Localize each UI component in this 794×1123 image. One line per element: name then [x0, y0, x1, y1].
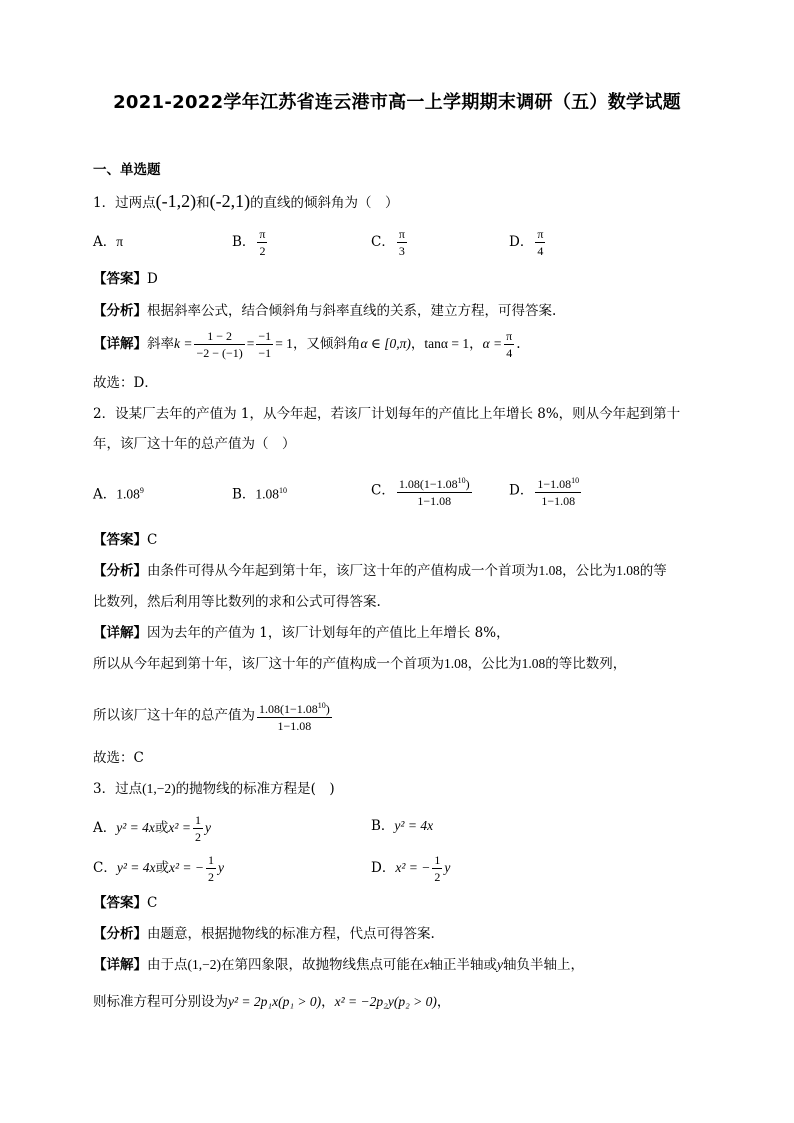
fraction-numerator: π [506, 329, 513, 343]
exponent: 10 [571, 476, 580, 485]
math-expression: 1.08 [538, 563, 563, 578]
option-label: D． [371, 860, 396, 876]
math-expression: y [496, 957, 503, 972]
question-2-stem-line-1: 2．设某厂去年的产值为 1，从今年起，若该厂计划每年的产值比上年增长 8%，则从今年起到第十 [93, 406, 681, 422]
q1-point-2: (-2,1) [209, 191, 251, 211]
answer-tag: 【答案】 [93, 532, 147, 548]
detail-text: ，公比为 [467, 656, 522, 672]
answer-tag: 【答案】 [93, 271, 147, 287]
option-value: π [116, 234, 124, 249]
fraction-denominator: 2 [194, 830, 201, 844]
detail-text: 斜率 [147, 336, 174, 352]
q1-choose: 故选：D． [93, 375, 158, 391]
q1-point-1: (-1,2) [155, 191, 197, 211]
fraction-denominator: 1−1.08 [277, 719, 312, 733]
question-3-stem [93, 779, 335, 799]
q2-analysis-line-1 [93, 561, 667, 581]
math-expression: y² = 2p₁x(p₁ > 0) [228, 994, 322, 1009]
fraction-numerator: 1.08(1−1.08 [398, 477, 458, 491]
math-expression: y [204, 820, 211, 835]
option-label: C． [371, 234, 395, 250]
detail-text: 的等比数列， [545, 656, 627, 672]
option-label: B． [371, 818, 395, 834]
detail-tag: 【详解】 [93, 625, 147, 641]
math-expression: y [218, 860, 225, 875]
detail-text: ， [410, 336, 425, 352]
fraction-numerator: 1 [434, 853, 441, 867]
fraction-denominator: 2 [259, 244, 266, 258]
q3-option-d [371, 852, 450, 885]
option-value: 1.08 [255, 486, 280, 502]
fraction-denominator: 1−1.08 [417, 494, 452, 508]
q3-option-a [93, 812, 211, 845]
analysis-text: 由条件可得从今年起到第十年，该厂这十年的产值构成一个首项为 [147, 563, 539, 579]
detail-text: ， [436, 994, 451, 1010]
q1-option-a [93, 232, 123, 252]
option-label: B． [232, 486, 256, 503]
q3-option-c [93, 852, 224, 885]
q3-answer [93, 893, 157, 913]
fraction-numerator: π [398, 227, 405, 241]
option-label: B． [232, 234, 256, 250]
math-expression: x [423, 957, 430, 972]
q2-option-c [371, 473, 474, 509]
analysis-text: 根据斜率公式，结合倾斜角与斜率直线的关系，建立方程，可得答案. [147, 303, 557, 319]
detail-text: 轴正半轴或 [429, 957, 497, 973]
q1-stem-text: 1．过两点 [93, 195, 156, 211]
math-expression: (1,−2) [187, 957, 221, 972]
option-label: A． [93, 486, 117, 503]
q3-option-b [371, 816, 433, 836]
detail-text: ，又倾斜角 [292, 336, 361, 352]
q2-detail-line-3 [93, 698, 334, 734]
fraction-denominator: 4 [537, 244, 544, 258]
fraction-numerator: 1.08(1−1.08 [259, 702, 318, 716]
exponent: 10 [317, 701, 326, 710]
q3-detail-line-2 [93, 992, 450, 1012]
answer-value: C [147, 895, 158, 911]
math-expression: x² = − [395, 860, 431, 875]
q2-analysis-line-2: 比数列，然后利用等比数列的求和公式可得答案. [93, 594, 381, 610]
q1-analysis [93, 301, 556, 321]
fraction-denominator: −2 − (−1) [196, 346, 243, 360]
answer-value: D [147, 271, 158, 287]
fraction-numerator: 1 [208, 853, 215, 867]
question-1-stem [93, 191, 399, 213]
math-expression: = [246, 336, 255, 351]
q2-option-b [232, 481, 287, 505]
detail-text: 由于点 [147, 957, 188, 973]
math-expression: tanα = 1 [424, 336, 470, 351]
option-label: C． [93, 860, 117, 876]
answer-value: C [147, 532, 158, 548]
analysis-text: 由题意，根据抛物线的标准方程，代点可得答案. [147, 926, 435, 942]
detail-text: 所以从今年起到第十年，该厂这十年的产值构成一个首项为 [93, 656, 444, 672]
detail-text: 因为去年的产值为 1，该厂计划每年的产值比上年增长 8%， [147, 625, 510, 641]
option-text: 或 [155, 860, 169, 876]
fraction-numerator: −1 [258, 329, 272, 343]
math-expression: α = [482, 336, 503, 351]
option-label: A． [93, 820, 117, 836]
detail-text: 在第四象限，故抛物线焦点可能在 [220, 957, 424, 973]
q1-option-c [371, 226, 409, 259]
q2-choose: 故选：C [93, 750, 144, 766]
math-expression: y² = 4x [116, 820, 155, 835]
option-value: 1.08 [116, 486, 140, 502]
detail-text: 则标准方程可分别设为 [93, 994, 228, 1010]
fraction-numerator: 1 [194, 813, 201, 827]
math-expression: x² = − [169, 860, 205, 875]
fraction-denominator: 3 [398, 244, 405, 258]
fraction-numerator: π [259, 227, 266, 241]
analysis-tag: 【分析】 [93, 563, 147, 579]
fraction-numerator: π [537, 227, 544, 241]
q1-option-b [232, 226, 269, 259]
answer-tag: 【答案】 [93, 895, 147, 911]
q1-stem-text: 的直线的倾斜角为（ ） [250, 195, 399, 211]
option-label: A． [93, 234, 117, 250]
q2-option-d [509, 473, 583, 509]
math-expression: 1.08 [521, 656, 546, 671]
q2-detail-line-1 [93, 623, 510, 643]
math-expression: x² = [168, 820, 191, 835]
math-expression: = 1 [275, 336, 293, 351]
q1-stem-text: 和 [196, 195, 210, 211]
analysis-tag: 【分析】 [93, 303, 147, 319]
detail-tag: 【详解】 [93, 336, 147, 352]
q1-answer [93, 269, 158, 289]
math-expression: y² = 4x [116, 860, 156, 875]
q3-point: (1,−2) [142, 781, 176, 796]
option-label: C． [371, 482, 395, 499]
fraction-numerator: 1 − 2 [194, 328, 244, 345]
math-expression: y [444, 860, 451, 875]
detail-text: 所以该厂这十年的总产值为 [93, 707, 255, 724]
option-label: D． [509, 482, 534, 499]
math-expression: 1.08 [616, 563, 640, 578]
q3-analysis [93, 924, 435, 944]
analysis-text: 的等 [639, 563, 667, 579]
q2-answer [93, 530, 157, 550]
q2-option-a [93, 481, 144, 505]
fraction-denominator: 2 [434, 870, 441, 884]
math-expression: y² = 4x [394, 818, 434, 833]
fraction-denominator: 4 [506, 346, 513, 360]
detail-text: 轴负半轴上， [502, 957, 584, 973]
option-label: D． [509, 234, 534, 250]
option-text: 或 [154, 820, 169, 836]
fraction-denominator: 1−1.08 [541, 494, 576, 508]
q1-option-d [509, 226, 547, 259]
math-expression: x² = −2p₂y(p₂ > 0) [334, 994, 437, 1009]
exponent: 9 [139, 486, 144, 495]
detail-text: . [516, 336, 521, 352]
math-expression: k = [174, 336, 193, 351]
detail-text: ， [321, 994, 335, 1010]
fraction-denominator: −1 [258, 346, 272, 360]
fraction-numerator: ) [325, 702, 330, 716]
fraction-denominator: 2 [208, 870, 215, 884]
math-expression: α ∈ [0,π) [360, 336, 411, 351]
q1-detail [93, 328, 521, 361]
page-title: 2021-2022学年江苏省连云港市高一上学期期末调研（五）数学试题 [113, 92, 681, 113]
fraction-numerator: ) [465, 477, 470, 491]
question-2-stem-line-2: 年，该厂这十年的总产值为（ ） [93, 436, 296, 452]
detail-text: ， [469, 336, 483, 352]
exponent: 10 [279, 486, 288, 495]
q3-detail-line-1 [93, 955, 584, 975]
analysis-tag: 【分析】 [93, 926, 147, 942]
section-heading: 一、单选题 [93, 162, 161, 178]
detail-tag: 【详解】 [93, 957, 147, 973]
q2-detail-line-2 [93, 654, 626, 674]
exponent: 10 [457, 476, 466, 485]
q3-stem-text: 的抛物线的标准方程是( ) [175, 781, 335, 797]
fraction-numerator: 1−1.08 [537, 477, 572, 491]
q3-stem-text: 3．过点 [93, 781, 143, 797]
math-expression: 1.08 [444, 656, 468, 671]
analysis-text: ，公比为 [562, 563, 617, 579]
